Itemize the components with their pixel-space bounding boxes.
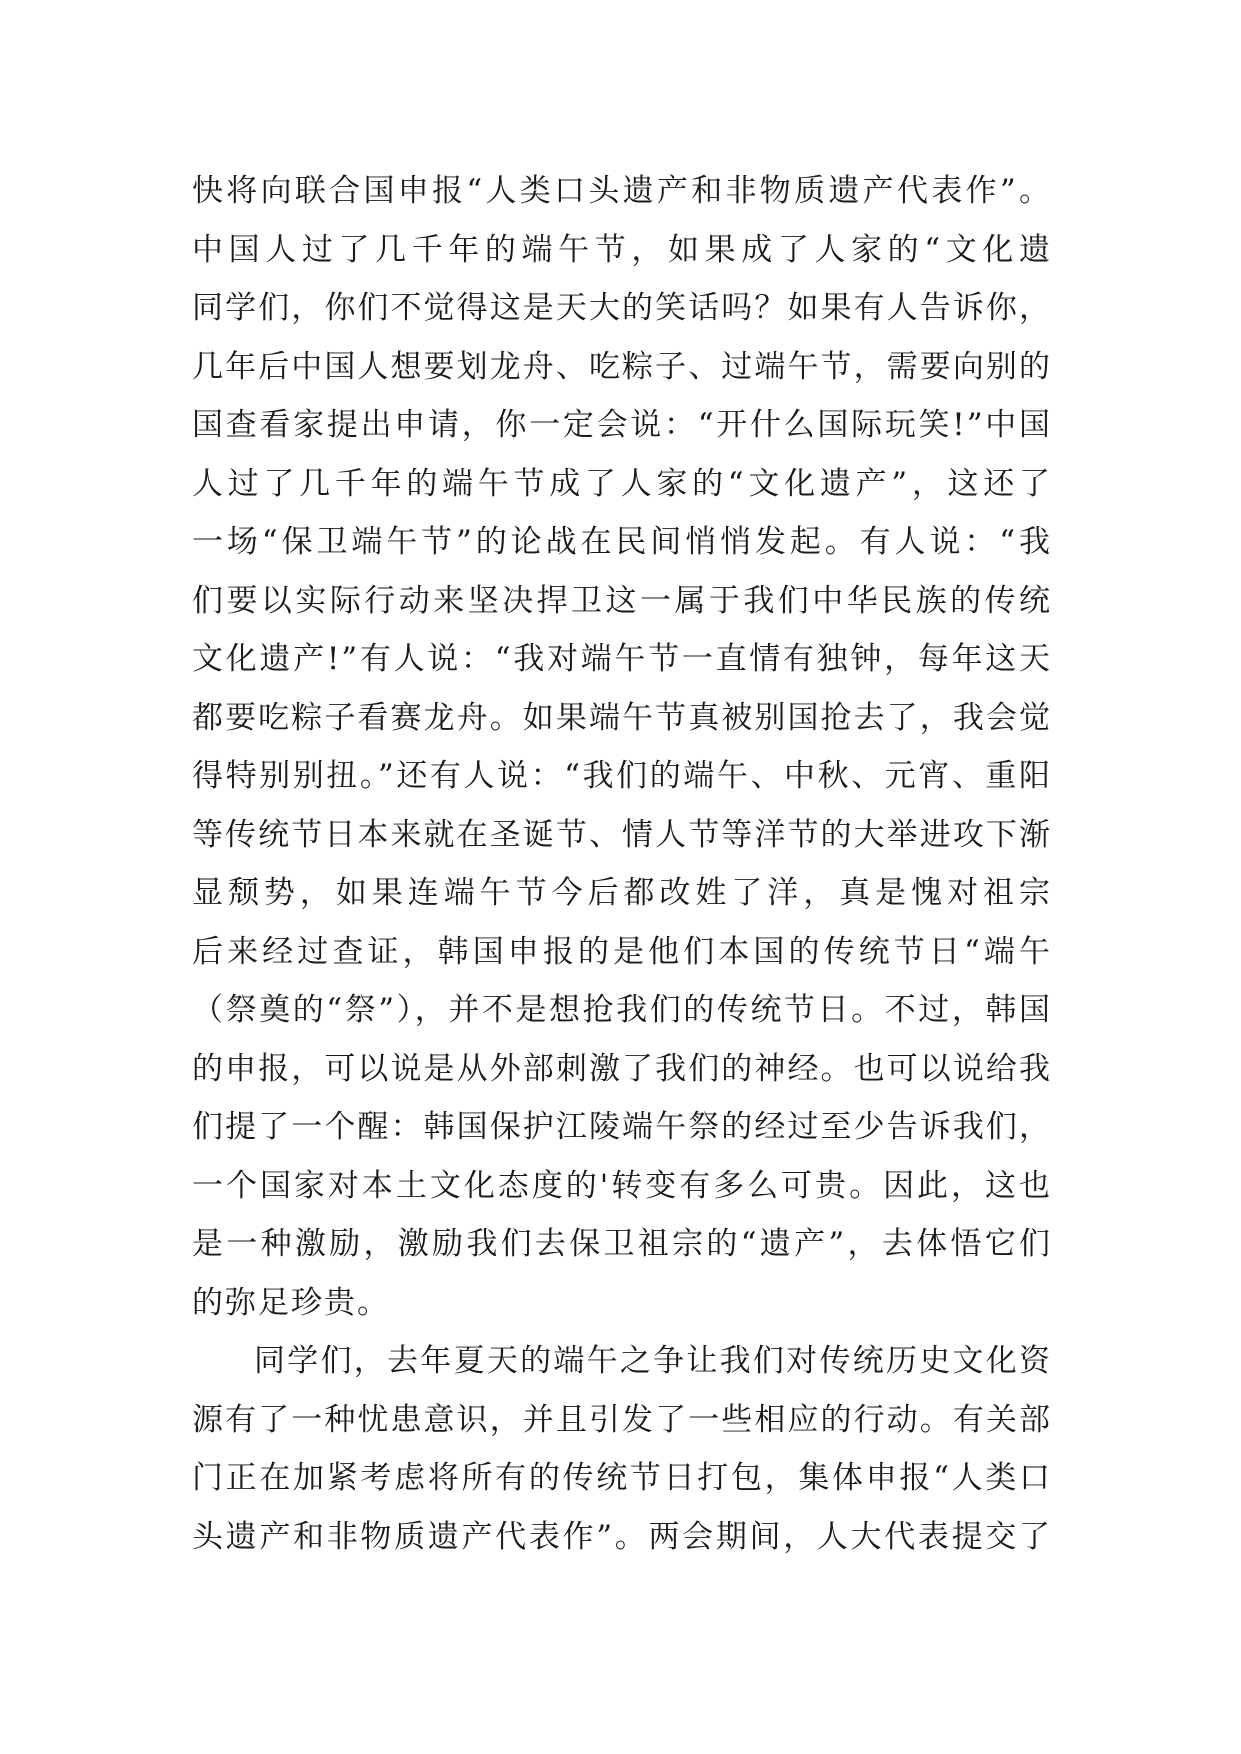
paragraph-first-line: 同学们，去年夏天的端午之争让我们对传统历史文化资 [254, 1343, 1052, 1379]
text-line: 一场“保卫端午节”的论战在民间悄悄发起。有人说：“我 [192, 524, 1052, 560]
text-line: 得特别别扭。”还有人说：“我们的端午、中秋、元宵、重阳 [192, 758, 1052, 794]
text-line: 显颓势，如果连端午节今后都改姓了洋，真是愧对祖宗 [192, 875, 1052, 911]
text-line: 一个国家对本土文化态度的'转变有多么可贵。因此，这也 [192, 1167, 1052, 1204]
text-line: 快将向联合国申报“人类口头遗产和非物质遗产代表作”。 [192, 173, 1052, 209]
text-line: 同学们，你们不觉得这是天大的笑话吗？如果有人告诉你， [192, 290, 1052, 326]
text-line: 后来经过查证，韩国申报的是他们本国的传统节日“端午 [192, 933, 1052, 970]
text-line: 几年后中国人想要划龙舟、吃粽子、过端午节，需要向别的 [192, 348, 1052, 385]
text-line: 都要吃粽子看赛龙舟。如果端午节真被别国抢去了，我会觉 [192, 699, 1052, 736]
text-line: 中国人过了几千年的端午节，如果成了人家的“文化遗 [192, 231, 1052, 268]
text-line: （祭奠的“祭”），并不是想抢我们的传统节日。不过，韩国 [192, 992, 1052, 1028]
text-line: 们要以实际行动来坚决捍卫这一属于我们中华民族的传统 [192, 582, 1052, 619]
text-line: 文化遗产!”有人说：“我对端午节一直情有独钟，每年这天 [192, 641, 1052, 677]
text-line: 的弥足珍贵。 [192, 1284, 390, 1321]
text-line: 头遗产和非物质遗产代表作”。两会期间，人大代表提交了 [192, 1518, 1052, 1555]
text-line: 们提了一个醒：韩国保护江陵端午祭的经过至少告诉我们， [192, 1109, 1052, 1145]
text-line: 是一种激励，激励我们去保卫祖宗的“遗产”，去体悟它们 [192, 1226, 1052, 1262]
text-line: 源有了一种忧患意识，并且引发了一些相应的行动。有关部 [192, 1401, 1052, 1438]
text-line: 门正在加紧考虑将所有的传统节日打包，集体申报“人类口 [192, 1460, 1052, 1496]
text-line: 国查看家提出申请，你一定会说：“开什么国际玩笑!”中国 [192, 407, 1052, 443]
text-line: 等传统节日本来就在圣诞节、情人节等洋节的大举进攻下渐 [192, 816, 1052, 853]
text-line: 人过了几千年的端午节成了人家的“文化遗产”，这还了 [192, 465, 1052, 502]
body-text [192, 162, 1052, 1566]
text-line: 的申报，可以说是从外部刺激了我们的神经。也可以说给我 [192, 1050, 1052, 1087]
